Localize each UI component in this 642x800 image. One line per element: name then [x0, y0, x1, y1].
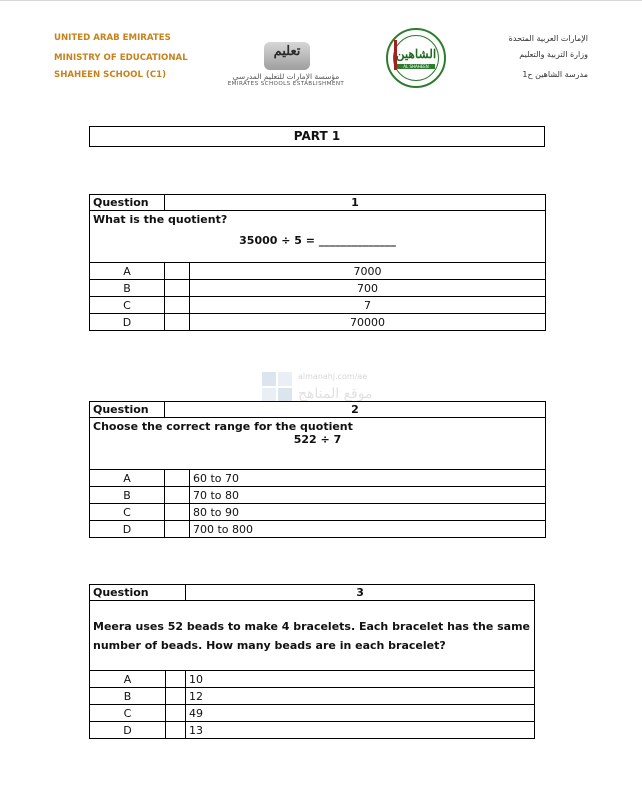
option-value: 7 — [190, 297, 546, 314]
option-answer-box[interactable] — [165, 487, 190, 504]
option-row[interactable] — [90, 314, 546, 331]
ministry-logo-english: EMIRATES SCHOOLS ESTABLISHMENT — [227, 81, 345, 87]
option-answer-box[interactable] — [165, 263, 190, 280]
watermark-logo-icon-part — [278, 372, 292, 386]
option-row[interactable] — [90, 263, 546, 280]
question-1-table — [89, 194, 546, 331]
ministry-logo-arabic: مؤسسة الإمارات للتعليم المدرسي — [232, 72, 340, 81]
option-answer-box[interactable] — [165, 504, 190, 521]
watermark-logo-icon-part — [262, 388, 276, 402]
watermark-url: almanahj.com/ae — [298, 372, 368, 381]
ministry-logo — [210, 38, 360, 90]
option-answer-box[interactable] — [165, 280, 190, 297]
school-name-arabic: مدرسة الشاهين ح1 — [522, 70, 588, 79]
school-name: SHAHEEN SCHOOL (C1) — [54, 70, 167, 80]
question-number: 1 — [165, 195, 546, 211]
ministry-name-arabic: وزارة التربية والتعليم — [519, 50, 588, 59]
question-expression: 35000 ÷ 5 = ______________ — [239, 234, 396, 247]
question-1-header — [90, 195, 546, 211]
option-value: 10 — [186, 671, 535, 688]
part-title: PART 1 — [89, 126, 545, 147]
option-value: 70000 — [190, 314, 546, 331]
option-answer-box[interactable] — [166, 705, 186, 722]
watermark-logo-icon-part — [278, 388, 292, 402]
school-logo-band: AL SHAHEEN — [397, 64, 435, 69]
ministry-name: MINISTRY OF EDUCATIONAL — [54, 53, 188, 63]
question-3-header — [90, 585, 535, 601]
option-letter: B — [90, 280, 165, 297]
option-answer-box[interactable] — [165, 521, 190, 538]
question-prompt: What is the quotient? — [93, 213, 228, 226]
school-logo-name: الشاهين — [395, 47, 437, 61]
option-letter: D — [90, 314, 165, 331]
question-label: Question — [90, 402, 165, 418]
watermark-arabic: موقع المناهج — [298, 386, 373, 402]
option-row[interactable] — [90, 280, 546, 297]
question-3-table — [89, 584, 535, 739]
option-row[interactable] — [90, 470, 546, 487]
option-value: 60 to 70 — [190, 470, 546, 487]
option-answer-box[interactable] — [165, 470, 190, 487]
option-value: 700 to 800 — [190, 521, 546, 538]
option-answer-box[interactable] — [165, 297, 190, 314]
question-1-prompt-row — [90, 211, 546, 263]
question-2-header — [90, 402, 546, 418]
question-3-prompt-row — [90, 601, 535, 671]
option-letter: C — [90, 705, 166, 722]
watermark-logo-icon — [262, 372, 276, 386]
option-row[interactable] — [90, 688, 535, 705]
option-row[interactable] — [90, 722, 535, 739]
question-2-table — [89, 401, 546, 538]
option-letter: C — [90, 297, 165, 314]
option-value: 49 — [186, 705, 535, 722]
question-2-prompt-row — [90, 418, 546, 470]
option-letter: A — [90, 671, 166, 688]
option-letter: C — [90, 504, 165, 521]
option-value: 80 to 90 — [190, 504, 546, 521]
option-answer-box[interactable] — [165, 314, 190, 331]
question-label: Question — [90, 195, 165, 211]
option-letter: D — [90, 722, 166, 739]
country-name-arabic: الإمارات العربية المتحدة — [508, 34, 588, 43]
option-row[interactable] — [90, 521, 546, 538]
country-name: UNITED ARAB EMIRATES — [54, 33, 171, 43]
question-number: 2 — [165, 402, 546, 418]
question-prompt: Choose the correct range for the quotient — [93, 420, 353, 433]
option-answer-box[interactable] — [166, 688, 186, 705]
question-1-prompt-cell — [90, 211, 546, 263]
option-value: 12 — [186, 688, 535, 705]
option-row[interactable] — [90, 504, 546, 521]
ministry-logo-badge-text: تعليم — [273, 44, 301, 59]
option-letter: A — [90, 470, 165, 487]
option-value: 700 — [190, 280, 546, 297]
option-letter: D — [90, 521, 165, 538]
option-row[interactable] — [90, 297, 546, 314]
option-value: 7000 — [190, 263, 546, 280]
school-logo — [386, 28, 446, 88]
page-top-border — [0, 0, 642, 1]
option-answer-box[interactable] — [166, 671, 186, 688]
option-answer-box[interactable] — [166, 722, 186, 739]
option-letter: B — [90, 688, 166, 705]
question-label: Question — [90, 585, 186, 601]
option-value: 13 — [186, 722, 535, 739]
option-letter: A — [90, 263, 165, 280]
option-row[interactable] — [90, 705, 535, 722]
option-letter: B — [90, 487, 165, 504]
option-value: 70 to 80 — [190, 487, 546, 504]
question-expression: 522 ÷ 7 — [293, 433, 342, 446]
option-row[interactable] — [90, 487, 546, 504]
option-row[interactable] — [90, 671, 535, 688]
ministry-logo-badge — [264, 42, 310, 70]
question-prompt: Meera uses 52 beads to make 4 bracelets. Each bracelet has the same number of beads. How many beads are in each bracelet? — [90, 601, 535, 671]
question-number: 3 — [186, 585, 535, 601]
question-2-prompt-cell — [90, 418, 546, 470]
